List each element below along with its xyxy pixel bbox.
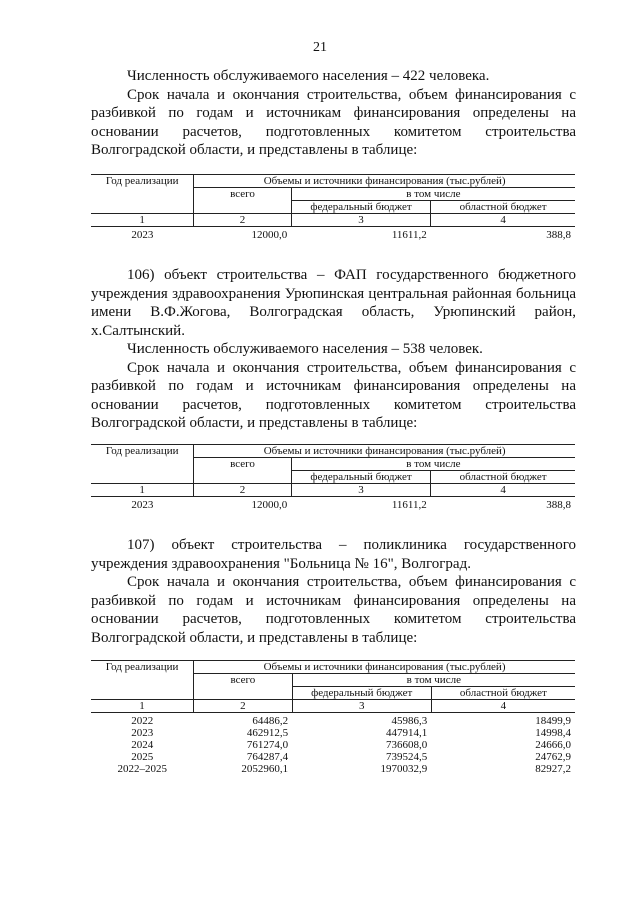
col-num: 2 [194, 484, 291, 497]
header-volumes: Объемы и источники финансирования (тыс.рублей) [194, 175, 575, 188]
col-num: 3 [292, 700, 431, 713]
cell-total: 764287,4 [246, 751, 289, 763]
header-federal: федеральный бюджет [292, 687, 431, 700]
cell-regional: 18499,9 [535, 715, 571, 727]
table-row [91, 727, 575, 739]
header-volumes: Объемы и источники финансирования (тыс.рублей) [194, 445, 575, 458]
cell-regional: 14998,4 [535, 727, 571, 739]
col-num: 1 [91, 700, 194, 713]
table-row [91, 227, 575, 242]
cell-federal: 739524,5 [385, 751, 428, 763]
paragraph: Численность обслуживаемого населения – 422 человека. [127, 68, 490, 84]
cell-regional: 82927,2 [535, 763, 571, 775]
cell-year: 2022–2025 [117, 763, 168, 775]
cell-regional: 388,8 [546, 229, 571, 241]
cell-year: 2024 [131, 739, 154, 751]
header-federal: федеральный бюджет [291, 201, 430, 214]
table-row [91, 497, 575, 512]
cell-total: 64486,2 [252, 715, 289, 727]
cell-federal: 11611,2 [391, 229, 427, 241]
cell-total: 2052960,1 [241, 763, 289, 775]
cell-federal: 447914,1 [385, 727, 428, 739]
table-row [91, 713, 575, 728]
paragraph: 106) объект строительства – ФАП государственного бюджетного учреждения здравоохранения Урюпинская центральная районная больница имени В.Ф.Жогова, Волгоградская область, Урюпинский район, х.Салтынский. [91, 267, 576, 339]
section-3-text [91, 536, 576, 647]
cell-federal: 11611,2 [391, 499, 427, 511]
cell-federal: 736608,0 [385, 739, 428, 751]
header-year: Год реализации [91, 175, 194, 201]
header-year: Год реализации [91, 445, 194, 471]
header-total: всего [194, 188, 291, 214]
col-num: 3 [291, 214, 430, 227]
col-num: 4 [431, 700, 575, 713]
section-2-text [91, 266, 576, 433]
table-row [91, 739, 575, 751]
cell-year: 2023 [131, 499, 154, 511]
cell-regional: 24762,9 [535, 751, 571, 763]
header-total: всего [194, 674, 293, 700]
header-incl: в том числе [292, 674, 575, 687]
table-row [91, 763, 575, 775]
col-num: 1 [91, 484, 194, 497]
financing-table-1 [91, 174, 575, 241]
header-federal: федеральный бюджет [291, 471, 430, 484]
financing-table-2 [91, 444, 575, 511]
col-num: 1 [91, 214, 194, 227]
financing-table-3 [91, 660, 575, 775]
paragraph: 107) объект строительства – поликлиника государственного учреждения здравоохранения "Больница № 16", Волгоград. [91, 537, 576, 572]
paragraph: Срок начала и окончания строительства, объем финансирования с разбивкой по годам и источникам финансирования определены на основании расчетов, подготовленных комитетом строительства Волгоградской области, и представлены в таблице: [91, 86, 576, 158]
paragraph: Срок начала и окончания строительства, объем финансирования с разбивкой по годам и источникам финансирования определены на основании расчетов, подготовленных комитетом строительства Волгоградской области, и представлены в таблице: [91, 359, 576, 431]
header-regional: областной бюджет [431, 471, 575, 484]
cell-federal: 1970032,9 [380, 763, 428, 775]
paragraph: Численность обслуживаемого населения – 538 человек. [127, 341, 483, 357]
cell-year: 2022 [131, 715, 154, 727]
cell-total: 12000,0 [251, 229, 288, 241]
paragraph: Срок начала и окончания строительства, объем финансирования с разбивкой по годам и источникам финансирования определены на основании расчетов, подготовленных комитетом строительства Волгоградской области, и представлены в таблице: [91, 574, 576, 646]
section-1-text [91, 67, 576, 160]
header-total: всего [194, 458, 291, 484]
col-num: 3 [291, 484, 430, 497]
col-num: 2 [194, 700, 293, 713]
header-volumes: Объемы и источники финансирования (тыс.рублей) [194, 661, 575, 674]
header-year: Год реализации [91, 661, 194, 687]
cell-year: 2025 [131, 751, 154, 763]
header-incl: в том числе [291, 458, 575, 471]
cell-federal: 45986,3 [391, 715, 428, 727]
col-num: 2 [194, 214, 291, 227]
cell-total: 462912,5 [246, 727, 289, 739]
cell-year: 2023 [131, 727, 154, 739]
page-number: 21 [313, 40, 327, 55]
cell-total: 12000,0 [251, 499, 288, 511]
col-num: 4 [431, 484, 575, 497]
header-regional: областной бюджет [431, 201, 575, 214]
col-num: 4 [431, 214, 575, 227]
header-regional: областной бюджет [431, 687, 575, 700]
header-incl: в том числе [291, 188, 575, 201]
cell-regional: 24666,0 [535, 739, 571, 751]
table-row [91, 751, 575, 763]
cell-regional: 388,8 [546, 499, 571, 511]
cell-total: 761274,0 [246, 739, 289, 751]
cell-year: 2023 [131, 229, 154, 241]
